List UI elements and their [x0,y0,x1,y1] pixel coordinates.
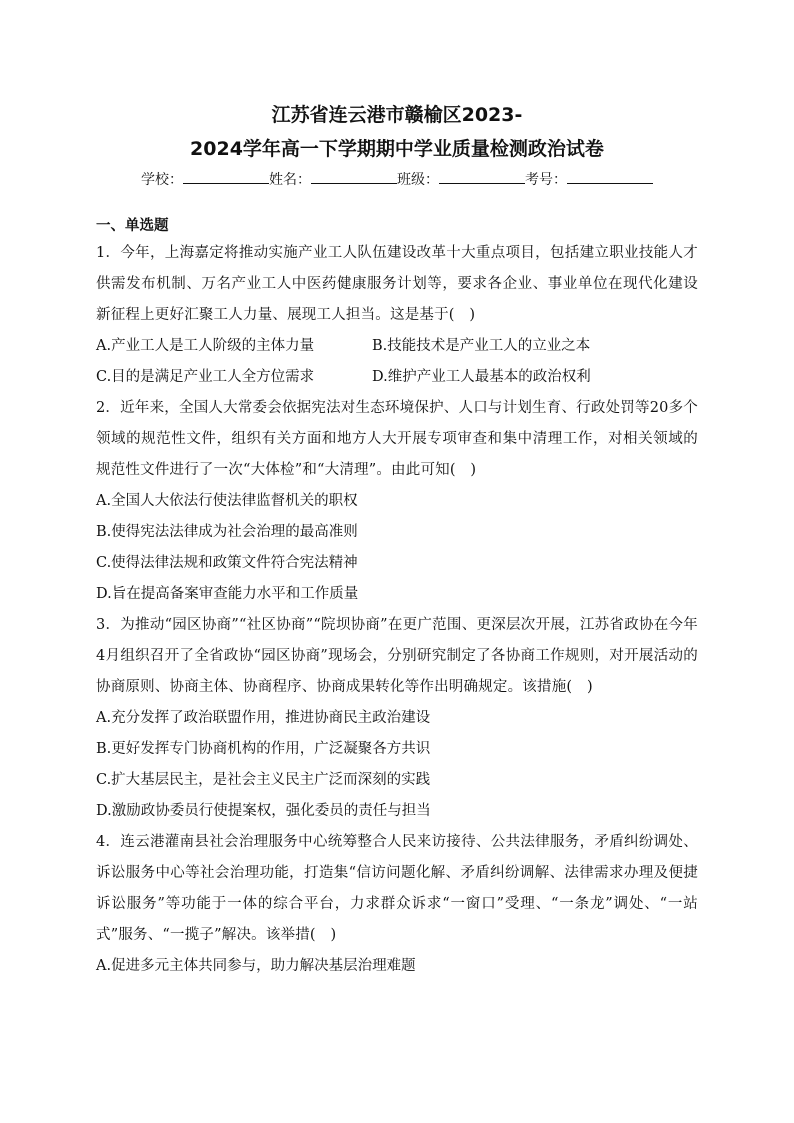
school-field [141,168,269,192]
question-stem: 1．今年，上海嘉定将推动实施产业工人队伍建设改革十大重点项目，包括建立职业技能人才供需发布机制、万名产业工人中医药健康服务计划等，要求各企业、事业单位在现代化建设新征程上更好汇聚工人力量、展现工人担当。这是基于( ) [96,245,698,323]
option-d: D.维护产业工人最基本的政治权利 [372,369,591,385]
class-field [397,168,525,192]
class-blank [439,169,525,184]
exam-title-line-1: 江苏省连云港市赣榆区2023- [271,104,523,126]
option-a: A.充分发挥了政治联盟作用，推进协商民主政治建设 [96,710,431,726]
option-b: B.技能技术是产业工人的立业之本 [372,338,591,354]
option-c: C.使得法律法规和政策文件符合宪法精神 [96,555,358,571]
option-d: D.激励政协委员行使提案权，强化委员的责任与担当 [96,803,431,819]
option-d: D.旨在提高备案审查能力水平和工作质量 [96,586,359,602]
option-a: A.全国人大依法行使法律监督机关的职权 [96,493,358,509]
option-a: A.产业工人是工人阶级的主体力量 [96,338,315,354]
student-info-line [96,168,698,192]
exam-number-label: 考号： [525,172,567,188]
school-label: 学校： [141,172,183,188]
class-label: 班级： [397,172,439,188]
question-1 [96,238,698,393]
question-stem: 4．连云港灌南县社会治理服务中心统筹整合人民来访接待、公共法律服务，矛盾纠纷调处、诉讼服务中心等社会治理功能，打造集“信访问题化解、矛盾纠纷调解、法律需求办理及便捷诉讼服务”等功能于一体的综合平台，力求群众诉求“一窗口”受理、“一条龙”调处、“一站式”服务、“一揽子”解决。该举措( ) [96,834,698,943]
question-3 [96,610,698,827]
name-field [269,168,397,192]
exam-number-blank [567,169,653,184]
question-stem: 2．近年来，全国人大常委会依据宪法对生态环境保护、人口与计划生育、行政处罚等20多个领域的规范性文件，组织有关方面和地方人大开展专项审查和集中清理工作，对相关领域的规范性文件进行了一次“大体检”和“大清理”。由此可知( ) [96,400,698,478]
option-c: C.目的是满足产业工人全方位需求 [96,369,315,385]
option-b: B.更好发挥专门协商机构的作用，广泛凝聚各方共识 [96,741,431,757]
exam-title-line-2: 2024学年高一下学期期中学业质量检测政治试卷 [190,138,604,160]
question-stem: 3．为推动“园区协商”“社区协商”“院坝协商”在更广范围、更深层次开展，江苏省政协在今年4月组织召开了全省政协“园区协商”现场会，分别研究制定了各协商工作规则，对开展活动的协商原则、协商主体、协商程序、协商成果转化等作出明确规定。该措施( ) [96,617,698,695]
option-b: B.使得宪法法律成为社会治理的最高准则 [96,524,358,540]
question-2 [96,393,698,610]
question-4 [96,827,698,982]
name-label: 姓名： [269,172,311,188]
option-a: A.促进多元主体共同参与，助力解决基层治理难题 [96,958,416,974]
exam-number-field [525,168,653,192]
section-title: 一、单选题 [96,218,169,234]
school-blank [183,169,269,184]
option-row [96,362,698,393]
option-row [96,331,698,362]
name-blank [311,169,397,184]
option-c: C.扩大基层民主，是社会主义民主广泛而深刻的实践 [96,772,431,788]
